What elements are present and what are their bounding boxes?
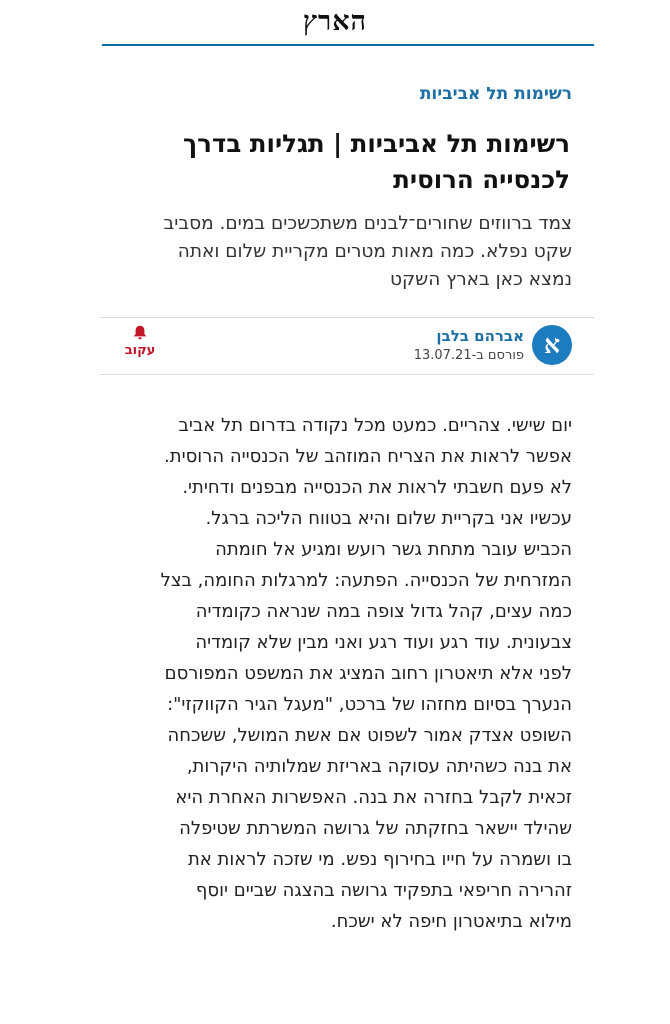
subtitle-line: נמצא כאן בארץ השקט [390, 269, 572, 290]
article-body [94, 410, 572, 937]
publish-date: פורסם ב-13.07.21 [413, 348, 524, 363]
bell-icon[interactable] [133, 325, 147, 340]
body-line: זכאית לקבל בחזרה את בנה. האפשרות האחרת היא [175, 787, 572, 808]
follow-label[interactable]: עקוב [124, 343, 156, 358]
body-line: השופט אצדק אמור לשפוט אם אשת המושל, ששכחה [167, 725, 572, 746]
body-line: בו ושמרה על חייו בחירוף נפש. מי שזכה לראות את [187, 849, 572, 870]
headline-line: לכנסייה הרוסית [393, 165, 570, 194]
headline-line: רשימות תל אביביות | תגליות בדרך [183, 129, 570, 158]
body-line: כמה עצים, קהל גדול צופה במה שנראה כקומדיה [195, 601, 572, 622]
body-line: מילוא בתיאטרון חיפה לא ישכח. [330, 911, 572, 932]
section-kicker[interactable]: רשימות תל אביביות [419, 84, 572, 104]
body-line: הנערך בסיום מחזהו של ברכט, "מעגל הגיר הקווקזי": [167, 694, 572, 715]
subtitle-line: שקט נפלא. כמה מאות מטרים מקריית שלום ואתה [177, 241, 572, 262]
body-line: לפני אלא תיאטרון רחוב המציג את המשפט המפורסם [164, 663, 572, 684]
masthead [0, 0, 670, 45]
body-line: אפשר לראות את הצריח המוזהב של הכנסייה הרוסית. [164, 446, 572, 467]
body-line: צבעונית. עוד רגע ועוד רגע ואני מבין שלא קומדיה [195, 632, 572, 653]
site-logo[interactable]: הארץ [302, 6, 368, 37]
body-line: הכביש עובר מתחת גשר רועש ומגיע אל חומתה [215, 539, 572, 560]
follow-button[interactable] [118, 325, 162, 358]
author-avatar[interactable]: א [532, 325, 572, 365]
author-name[interactable]: אברהם בלבן [436, 327, 524, 345]
body-line: עכשיו אני בקריית שלום והיא בטווח הליכה ברגל. [205, 508, 572, 529]
body-line: זהרירה חריפאי בתפקיד גרושה בהצגה שביים יוסף [195, 880, 572, 901]
body-line: המזרחית של הכנסייה. הפתעה: למרגלות החומה, בצל [160, 570, 572, 591]
subtitle-line: צמד ברווזים שחורים־לבנים משתכשכים במים. מסביב [163, 213, 572, 234]
byline-divider-bottom [100, 374, 594, 375]
article-subtitle [92, 210, 572, 294]
body-line: שהילד יישאר בחזקתה של גרושה המשרתת שטיפלה [179, 818, 572, 839]
body-line: לא פעם חשבתי לראות את הכנסייה מבפנים ודחיתי. [182, 477, 572, 498]
body-line: את בנה כשהיתה עסוקה באריזת שמלותיה היקרות, [186, 756, 572, 777]
masthead-divider [102, 44, 594, 46]
body-line: יום שישי. צהריים. כמעט מכל נקודה בדרום תל אביב [178, 415, 572, 436]
byline-divider-top [100, 317, 594, 318]
article-headline [100, 126, 570, 198]
